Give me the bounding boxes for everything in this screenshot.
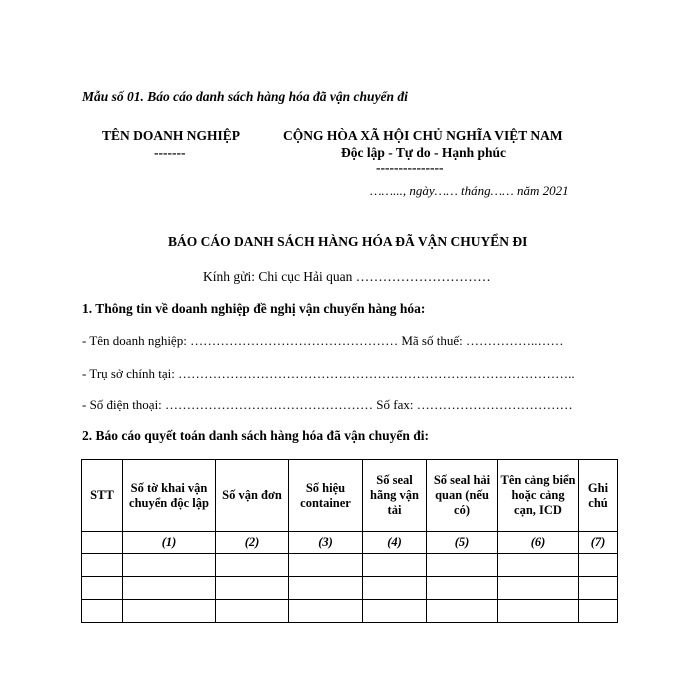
table-cell: [427, 554, 498, 577]
table-cell: [82, 554, 123, 577]
table-cell: [82, 600, 123, 623]
table-cell: [579, 600, 618, 623]
table-cell: [123, 600, 216, 623]
table-cell: [123, 554, 216, 577]
table-header-row: [82, 460, 618, 532]
col-number-cell: (4): [363, 532, 427, 554]
field-company-name: - Tên doanh nghiệp: ………………………………………… Mã số thuế: ……………..……: [82, 333, 564, 348]
col-number-cell: (2): [216, 532, 289, 554]
col-number-cell: (1): [123, 532, 216, 554]
col-number-cell: (7): [579, 532, 618, 554]
table-cell: [123, 577, 216, 600]
table-cell: [82, 577, 123, 600]
table-cell: [498, 577, 579, 600]
field-phone-fax: - Số điện thoại: ………………………………………… Số fax: ………………………………: [82, 397, 573, 412]
national-motto: Độc lập - Tự do - Hạnh phúc: [341, 145, 507, 160]
table-cell: [216, 600, 289, 623]
col-header-stt: STT: [82, 460, 123, 532]
motto-separator: ---------------: [376, 160, 444, 175]
date-line: ……..., ngày…… tháng…… năm 2021: [370, 183, 569, 198]
col-header-bill-of-lading: Số vận đơn: [216, 460, 289, 532]
national-title: CỘNG HÒA XÃ HỘI CHỦ NGHĨA VIỆT NAM: [283, 128, 563, 143]
form-number: Mẫu số 01. Báo cáo danh sách hàng hóa đã vận chuyển đi: [82, 89, 408, 104]
section-1-heading: 1. Thông tin về doanh nghiệp đề nghị vận chuyển hàng hóa:: [82, 301, 426, 316]
table-cell: [363, 554, 427, 577]
table-cell: [579, 577, 618, 600]
col-header-notes: Ghi chú: [579, 460, 618, 532]
table-cell: [289, 600, 363, 623]
table-cell: [289, 554, 363, 577]
document-title: BÁO CÁO DANH SÁCH HÀNG HÓA ĐÃ VẬN CHUYỂN ĐI: [168, 234, 528, 249]
goods-report-table: [81, 459, 618, 623]
table-cell: [363, 600, 427, 623]
col-header-port-name: Tên cảng biển hoặc cảng cạn, ICD: [498, 460, 579, 532]
table-number-row: [82, 532, 618, 554]
col-header-carrier-seal: Số seal hãng vận tải: [363, 460, 427, 532]
table-cell: [289, 577, 363, 600]
table-row: [82, 577, 618, 600]
table-cell: [579, 554, 618, 577]
col-header-container-no: Số hiệu container: [289, 460, 363, 532]
col-number-cell: [82, 532, 123, 554]
table-cell: [216, 577, 289, 600]
col-number-cell: (5): [427, 532, 498, 554]
section-2-heading: 2. Báo cáo quyết toán danh sách hàng hóa đã vận chuyển đi:: [82, 428, 429, 443]
table-cell: [427, 577, 498, 600]
table-cell: [216, 554, 289, 577]
col-header-declaration-no: Số tờ khai vận chuyển độc lập: [123, 460, 216, 532]
table-row: [82, 600, 618, 623]
table-row: [82, 554, 618, 577]
field-head-office: - Trụ sở chính tại: ………………………………………………………………………………..: [82, 366, 575, 381]
table-cell: [498, 600, 579, 623]
table-cell: [363, 577, 427, 600]
table-cell: [427, 600, 498, 623]
col-header-customs-seal: Số seal hải quan (nếu có): [427, 460, 498, 532]
col-number-cell: (6): [498, 532, 579, 554]
company-name-heading: TÊN DOANH NGHIỆP: [102, 128, 241, 143]
company-separator: -------: [154, 145, 186, 160]
col-number-cell: (3): [289, 532, 363, 554]
recipient-line: Kính gửi: Chi cục Hải quan …………………………: [203, 269, 491, 284]
table-cell: [498, 554, 579, 577]
